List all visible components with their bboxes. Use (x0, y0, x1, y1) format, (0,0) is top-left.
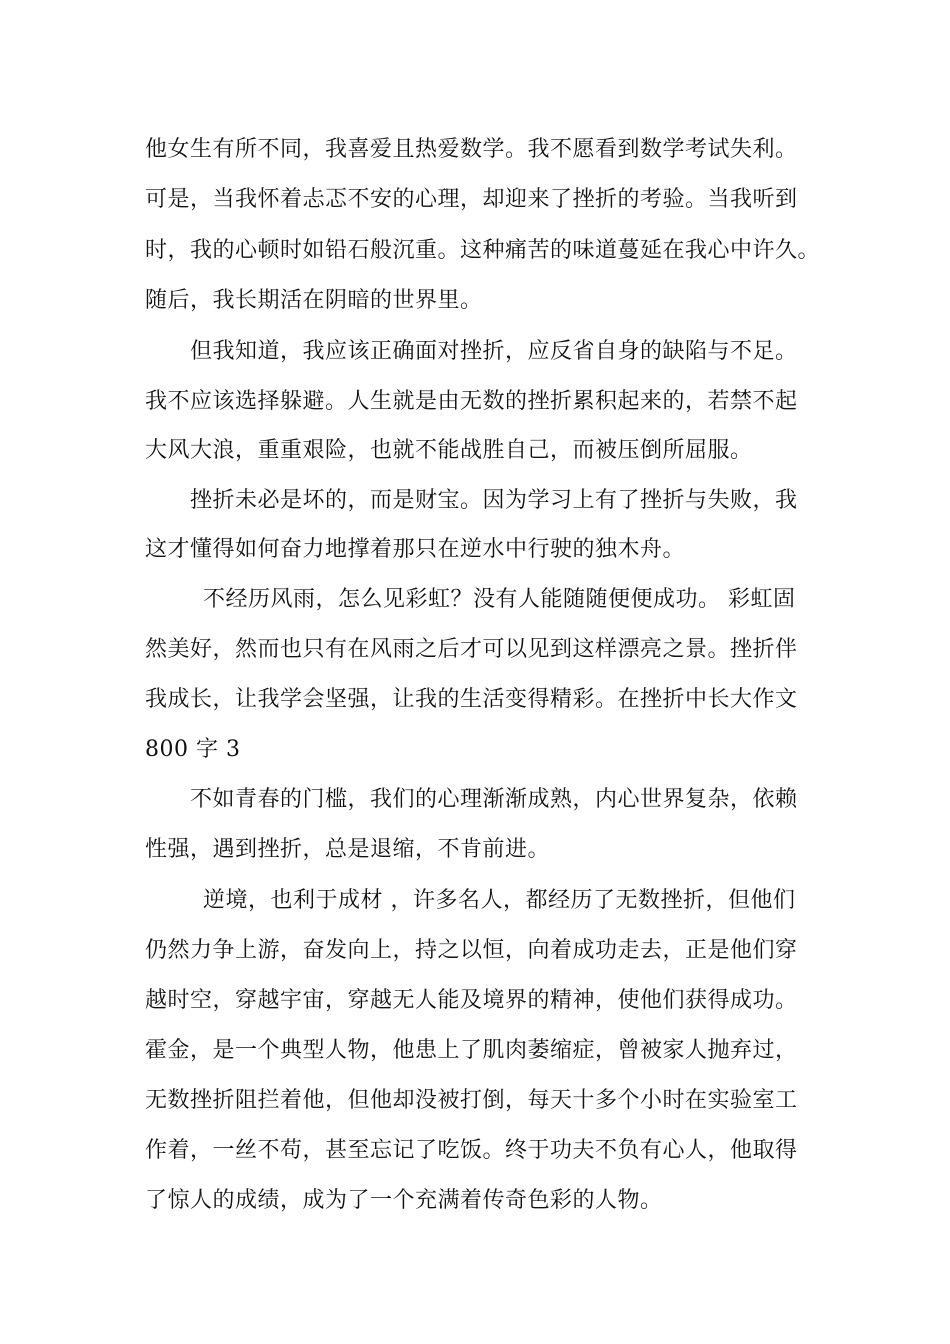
text-line: 仍然力争上游，奋发向上，持之以恒，向着成功走去，正是他们穿 (145, 938, 798, 963)
text-line: 这才懂得如何奋力地撑着那只在逆水中行驶的独木舟。 (145, 537, 686, 562)
text-line: 800 字 3 (145, 737, 241, 762)
text-line: 了惊人的成绩，成为了一个充满着传奇色彩的人物。 (145, 1188, 663, 1213)
text-line: 然美好，然而也只有在风雨之后才可以见到这样漂亮之景。挫折伴 (145, 637, 798, 662)
text-line: 但我知道，我应该正确面对挫折，应反省自身的缺陷与不足。 (190, 339, 798, 364)
text-line: 无数挫折阻拦着他，但他却没被打倒，每天十多个小时在实验室工 (145, 1088, 798, 1113)
text-line: 越时空，穿越宇宙，穿越无人能及境界的精神，使他们获得成功。 (145, 988, 798, 1013)
text-line: 挫折未必是坏的，而是财宝。因为学习上有了挫折与失败，我 (190, 488, 798, 513)
text-line: 时，我的心顿时如铅石般沉重。这种痛苦的味道蔓延在我心中许久。 (145, 238, 821, 263)
text-line: 性强，遇到挫折，总是退缩，不肯前进。 (145, 837, 551, 862)
text-line: 作着，一丝不苟，甚至忘记了吃饭。终于功夫不负有心人，他取得 (145, 1138, 798, 1163)
text-line: 不经历风雨，怎么见彩虹？没有人能随随便便成功。 彩虹固 (203, 587, 796, 612)
text-line: 霍金，是一个典型人物，他患上了肌肉萎缩症，曾被家人抛弃过， (145, 1038, 798, 1063)
text-line: 我成长，让我学会坚强，让我的生活变得精彩。在挫折中长大作文 (145, 687, 798, 712)
text-line: 大风大浪，重重艰险，也就不能战胜自己，而被压倒所屈服。 (145, 438, 753, 463)
text-line: 可是，当我怀着忐忑不安的心理，却迎来了挫折的考验。当我听到 (145, 187, 798, 212)
text-line: 不如青春的门槛，我们的心理渐渐成熟，内心世界复杂，依赖 (190, 787, 798, 812)
text-line: 逆境，也利于成材 ，许多名人，都经历了无数挫折，但他们 (203, 888, 796, 913)
text-line: 我不应该选择躲避。人生就是由无数的挫折累积起来的，若禁不起 (145, 389, 798, 414)
text-line: 随后，我长期活在阴暗的世界里。 (145, 288, 483, 313)
text-line: 他女生有所不同，我喜爱且热爱数学。我不愿看到数学考试失利。 (145, 137, 798, 162)
